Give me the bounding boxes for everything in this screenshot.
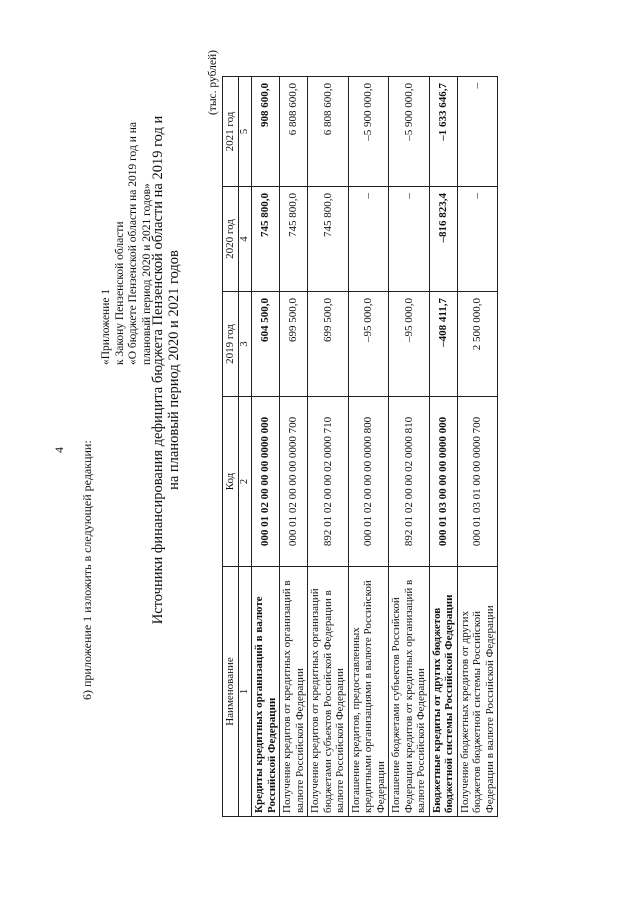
- row-value-2021: –5 900 000,0: [348, 77, 389, 187]
- row-code: 892 01 02 00 00 02 0000 710: [308, 397, 349, 567]
- appendix-line-1: «Приложение 1: [100, 288, 112, 365]
- row-value-2020: –816 823,4: [429, 187, 457, 292]
- row-value-2020: –: [457, 187, 498, 292]
- row-name: Кредиты кредитных организаций в валюте Российской Федерации: [252, 567, 280, 817]
- table-row: [389, 77, 430, 817]
- table-row: [429, 77, 457, 817]
- row-code: 000 01 02 00 00 00 0000 700: [280, 397, 308, 567]
- row-value-2021: –1 633 646,7: [429, 77, 457, 187]
- page-number: 4: [52, 447, 66, 453]
- title-line-2: на плановый период 2020 и 2021 годов: [166, 250, 182, 490]
- row-code: 000 01 03 00 00 00 0000 000: [429, 397, 457, 567]
- row-value-2020: 745 800,0: [280, 187, 308, 292]
- header-2021: 2021 год: [223, 77, 239, 187]
- table-row: [308, 77, 349, 817]
- header-code: Код: [223, 397, 239, 567]
- row-value-2020: –: [348, 187, 389, 292]
- row-value-2019: 2 500 000,0: [457, 292, 498, 397]
- row-name: Погашение кредитов, предоставленных кредитными организациями в валюте Российской Федерации: [348, 567, 389, 817]
- row-value-2019: 604 500,0: [252, 292, 280, 397]
- units-label: (тыс. рублей): [207, 50, 219, 116]
- row-value-2020: –: [389, 187, 430, 292]
- row-value-2021: –: [457, 77, 498, 187]
- table-row: [457, 77, 498, 817]
- table-body: [252, 77, 498, 817]
- intro-text: 6) приложение 1 изложить в следующей редакции:: [80, 440, 94, 700]
- row-value-2021: 6 808 600,0: [280, 77, 308, 187]
- row-name: Получение кредитов от кредитных организаций бюджетами субъектов Российской Федерации в валюте Российской Федерации: [308, 567, 349, 817]
- table-row: [252, 77, 280, 817]
- appendix-line-4: плановый период 2020 и 2021 годов»: [140, 183, 153, 365]
- row-value-2019: –408 411,7: [429, 292, 457, 397]
- row-code: 892 01 02 00 00 02 0000 810: [389, 397, 430, 567]
- header-name: Наименование: [223, 567, 239, 817]
- row-value-2020: 745 800,0: [308, 187, 349, 292]
- row-code: 000 01 02 00 00 00 0000 000: [252, 397, 280, 567]
- row-value-2021: –5 900 000,0: [389, 77, 430, 187]
- row-name: Бюджетные кредиты от других бюджетов бюджетной системы Российской Федерации: [429, 567, 457, 817]
- appendix-line-2: к Закону Пензенской области: [113, 221, 126, 365]
- table-row: [280, 77, 308, 817]
- row-code: 000 01 03 01 00 00 0000 700: [457, 397, 498, 567]
- column-number: 1: [238, 567, 252, 817]
- appendix-header: [100, 25, 154, 365]
- row-name: Получение бюджетных кредитов от других бюджетов бюджетной системы Российской Федерации в валюте Российской Федерации: [457, 567, 498, 817]
- row-code: 000 01 02 00 00 00 0000 800: [348, 397, 389, 567]
- table-header-row: [223, 77, 239, 817]
- row-value-2020: 745 800,0: [252, 187, 280, 292]
- row-value-2019: 699 500,0: [280, 292, 308, 397]
- row-value-2019: 699 500,0: [308, 292, 349, 397]
- header-2019: 2019 год: [223, 292, 239, 397]
- row-value-2021: 908 600,0: [252, 77, 280, 187]
- column-number-row: [238, 77, 252, 817]
- column-number: 2: [238, 397, 252, 567]
- appendix-line-3: «О бюджете Пензенской области на 2019 год и на: [127, 122, 139, 365]
- title-line-1: Источники финансирования дефицита бюджета Пензенской области на 2019 год и: [150, 115, 166, 625]
- row-name: Погашение бюджетами субъектов Российской Федерации кредитов от кредитных организаций в валюте Российской Федерации: [389, 567, 430, 817]
- header-2020: 2020 год: [223, 187, 239, 292]
- column-number: 3: [238, 292, 252, 397]
- financing-table: [222, 76, 498, 817]
- row-value-2021: 6 808 600,0: [308, 77, 349, 187]
- column-number: 5: [238, 77, 252, 187]
- column-number: 4: [238, 187, 252, 292]
- row-value-2019: –95 000,0: [348, 292, 389, 397]
- row-name: Получение кредитов от кредитных организаций в валюте Российской Федерации: [280, 567, 308, 817]
- row-value-2019: –95 000,0: [389, 292, 430, 397]
- document-title: [150, 45, 182, 695]
- table-row: [348, 77, 389, 817]
